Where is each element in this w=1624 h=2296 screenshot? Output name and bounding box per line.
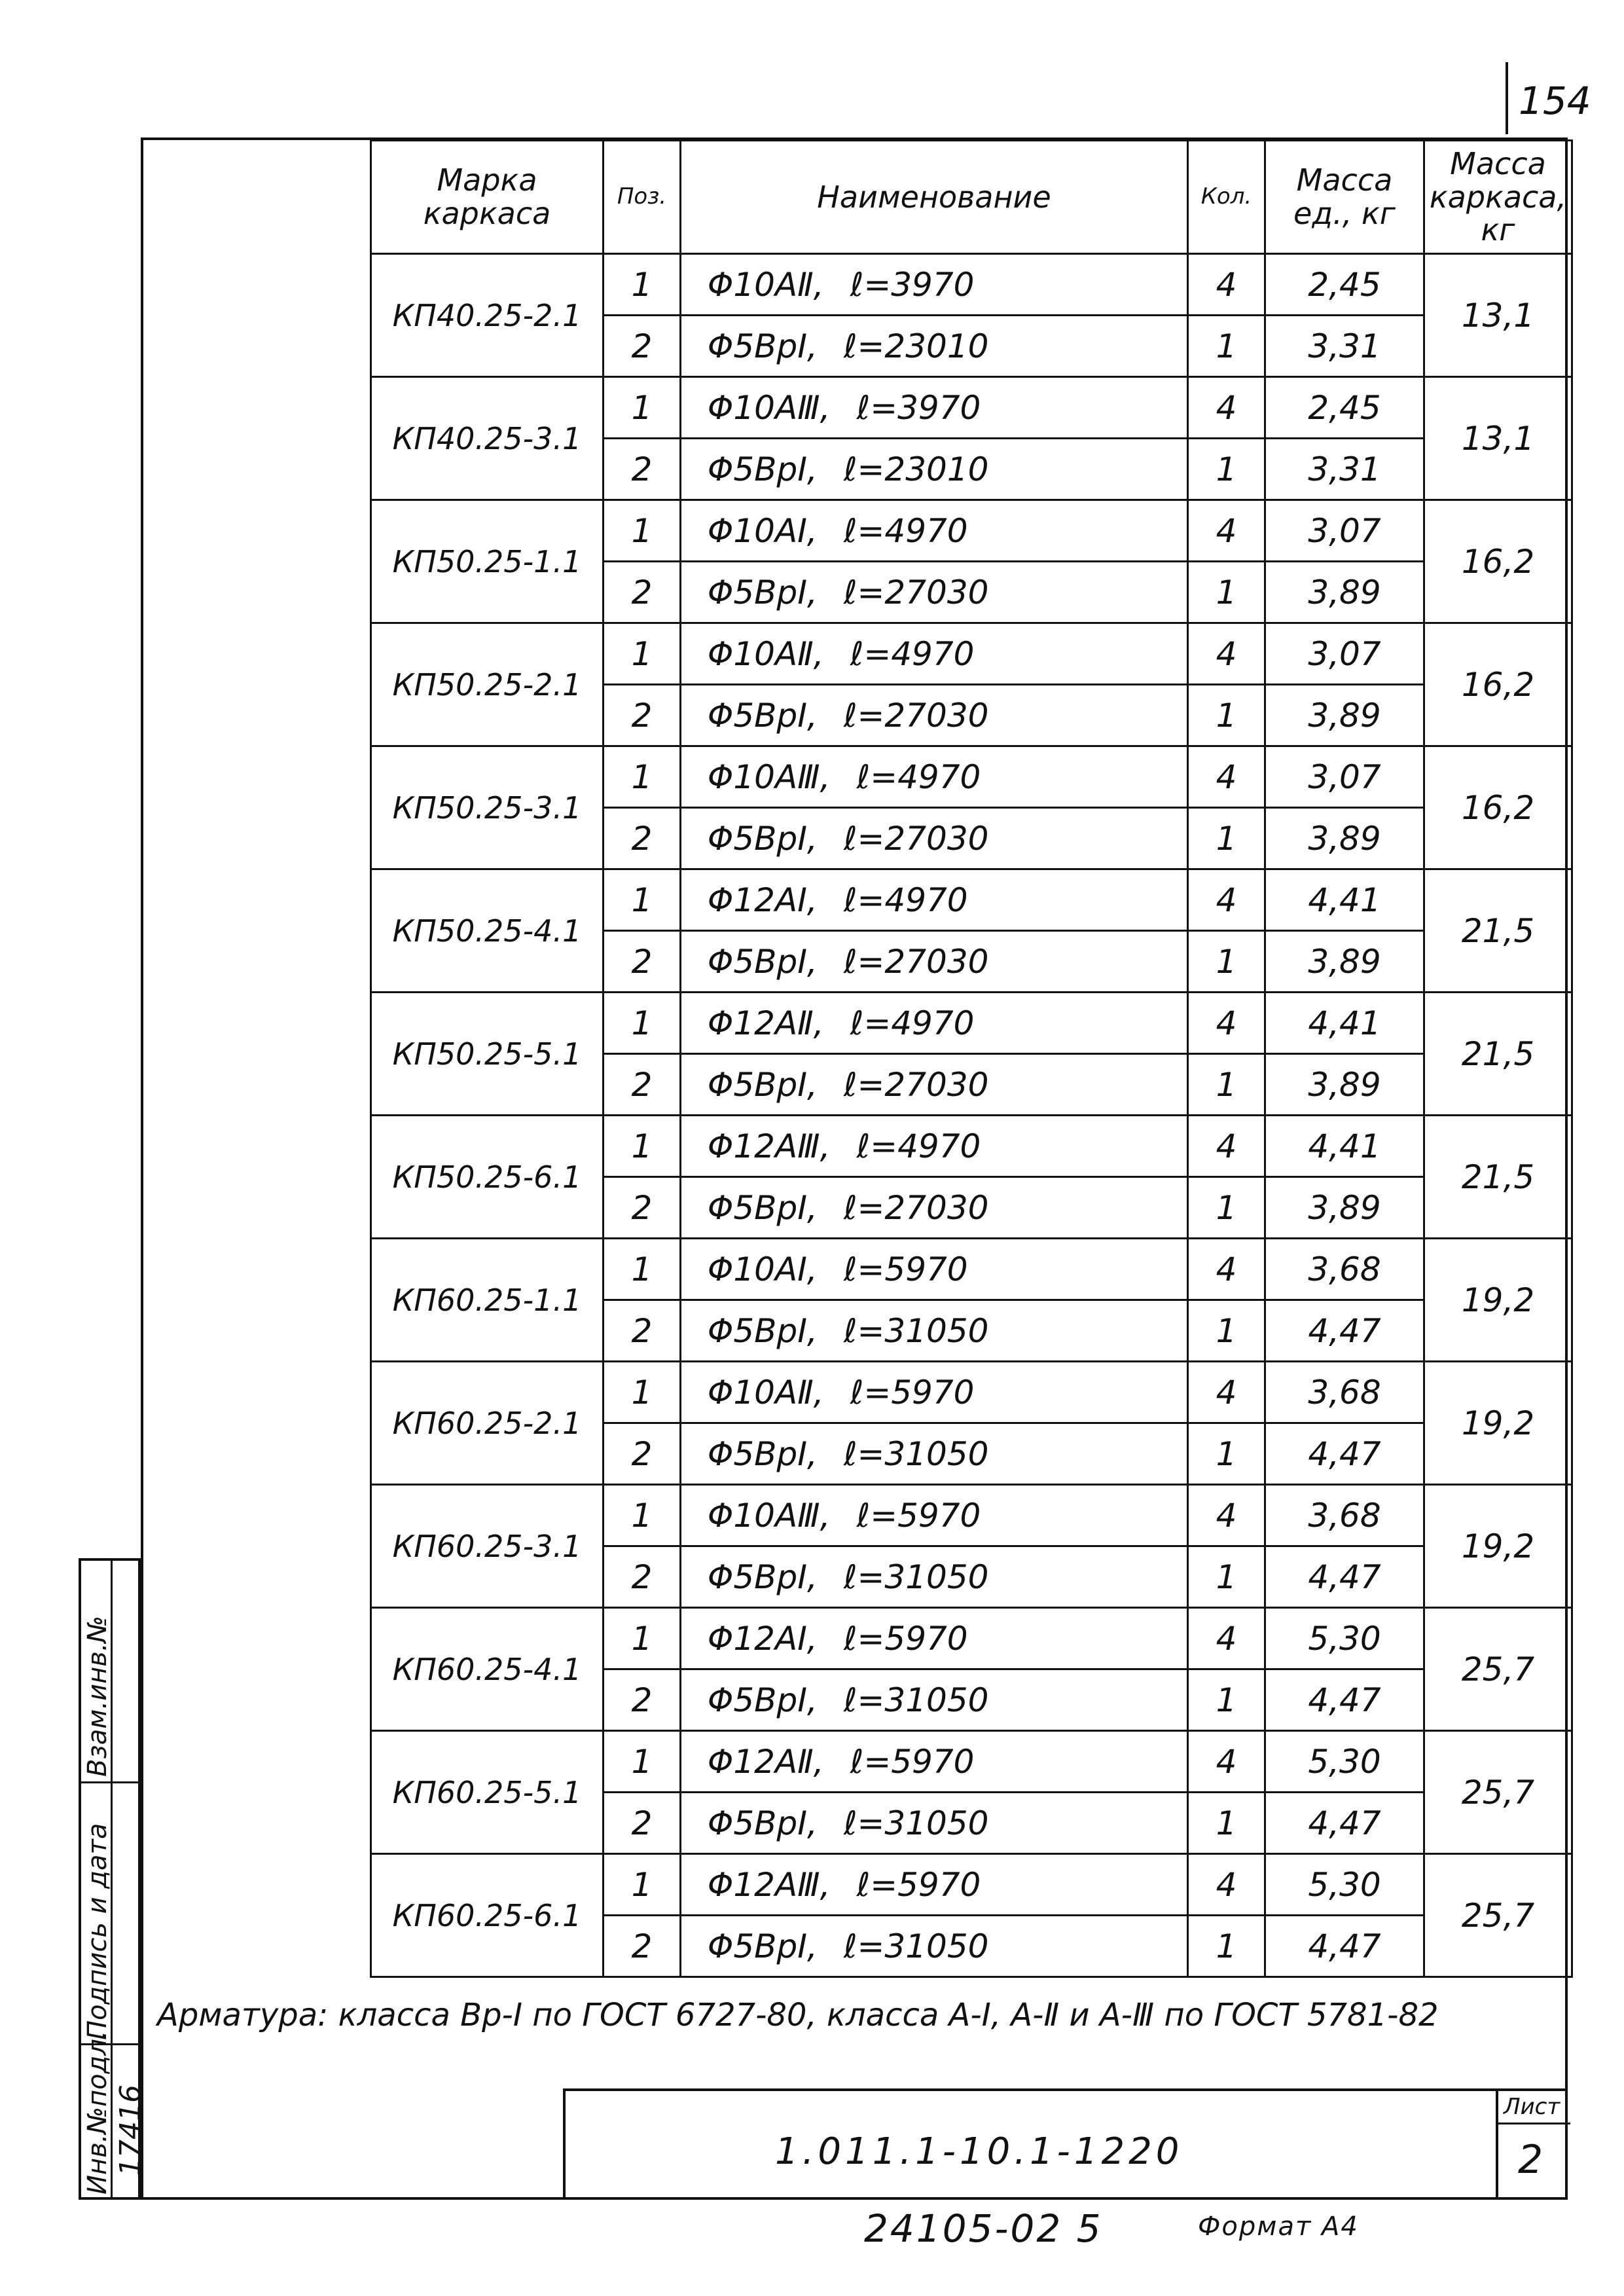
bar-length: ℓ=31050 (843, 1927, 989, 1965)
specification-table (370, 139, 1573, 1978)
position-number: 2 (604, 808, 681, 869)
frame-mark: КП60.25-5.1 (371, 1731, 604, 1854)
page-number: 154 (1519, 79, 1591, 123)
table-row (371, 1116, 1572, 1177)
table-row (371, 377, 1572, 439)
unit-mass: 3,89 (1265, 931, 1424, 993)
position-number: 2 (604, 1546, 681, 1608)
unit-mass: 5,30 (1265, 1608, 1424, 1669)
document-code: 1.011.1-10.1-1220 (775, 2130, 1183, 2173)
position-number: 1 (604, 869, 681, 931)
unit-mass: 4,47 (1265, 1916, 1424, 1977)
quantity: 1 (1188, 1793, 1265, 1854)
bar-designation: Φ12АⅢ, (708, 1127, 831, 1165)
frame-mark: КП60.25-4.1 (371, 1608, 604, 1731)
sign-date-label: Подпись и дата (82, 1823, 113, 2040)
bar-designation: Φ5ВрI, (708, 1311, 818, 1350)
bar-designation: Φ12АⅡ, (708, 1742, 824, 1781)
item-name (681, 1546, 1188, 1608)
quantity: 1 (1188, 1300, 1265, 1362)
item-name (681, 1669, 1188, 1731)
header-name: Наименование (681, 141, 1188, 254)
table-row (371, 993, 1572, 1054)
table-row (371, 623, 1572, 685)
position-number: 2 (604, 685, 681, 746)
side-cell-inv (81, 2030, 147, 2197)
bar-length: ℓ=5970 (850, 1742, 975, 1781)
bar-length: ℓ=27030 (843, 1188, 989, 1227)
quantity: 4 (1188, 1731, 1265, 1793)
bar-length: ℓ=23010 (843, 327, 989, 365)
position-number: 1 (604, 746, 681, 808)
table-row (371, 746, 1572, 808)
bar-length: ℓ=31050 (843, 1804, 989, 1842)
bar-length: ℓ=27030 (843, 819, 989, 858)
table-row (371, 1239, 1572, 1300)
quantity: 1 (1188, 808, 1265, 869)
frame-mark: КП60.25-2.1 (371, 1362, 604, 1485)
side-cell-exchange (81, 1561, 143, 1783)
quantity: 4 (1188, 1608, 1265, 1669)
position-number: 2 (604, 439, 681, 500)
side-stamp-block (79, 1558, 147, 2200)
unit-mass: 3,31 (1265, 316, 1424, 377)
quantity: 4 (1188, 254, 1265, 316)
bar-length: ℓ=3970 (856, 388, 981, 427)
bar-designation: Φ10АⅢ, (708, 1496, 831, 1535)
bar-designation: Φ12АⅡ, (708, 1004, 824, 1042)
position-number: 1 (604, 1854, 681, 1916)
bar-length: ℓ=5970 (856, 1496, 981, 1535)
bar-length: ℓ=5970 (843, 1619, 968, 1658)
header-unit-mass: Масса ед., кг (1265, 141, 1424, 254)
unit-mass: 4,41 (1265, 1116, 1424, 1177)
unit-mass: 3,07 (1265, 500, 1424, 562)
item-name (681, 1177, 1188, 1239)
position-number: 1 (604, 623, 681, 685)
unit-mass: 4,41 (1265, 993, 1424, 1054)
bar-designation: Φ10АI, (708, 511, 818, 550)
frame-mass: 19,2 (1424, 1362, 1572, 1485)
sheet-divider (1498, 2123, 1570, 2124)
unit-mass: 3,89 (1265, 808, 1424, 869)
specification-body (371, 254, 1572, 1977)
bar-designation: Φ5ВрI, (708, 450, 818, 488)
quantity: 4 (1188, 1116, 1265, 1177)
bar-designation: Φ5ВрI, (708, 1065, 818, 1104)
bar-designation: Φ12АⅢ, (708, 1865, 831, 1904)
position-number: 1 (604, 1485, 681, 1546)
quantity: 4 (1188, 623, 1265, 685)
table-row (371, 1731, 1572, 1793)
unit-mass: 2,45 (1265, 254, 1424, 316)
unit-mass: 3,68 (1265, 1362, 1424, 1423)
quantity: 1 (1188, 562, 1265, 623)
position-number: 2 (604, 1423, 681, 1485)
bar-designation: Φ5ВрI, (708, 1434, 818, 1473)
unit-mass: 5,30 (1265, 1854, 1424, 1916)
quantity: 1 (1188, 1916, 1265, 1977)
table-row (371, 1854, 1572, 1916)
sheet-number: 2 (1518, 2137, 1543, 2183)
item-name (681, 1608, 1188, 1669)
position-number: 2 (604, 1669, 681, 1731)
sheet-box (1496, 2091, 1568, 2200)
header-pos: Поз. (604, 141, 681, 254)
bar-length: ℓ=5970 (843, 1250, 968, 1288)
bar-length: ℓ=23010 (843, 450, 989, 488)
bar-designation: Φ10АⅡ, (708, 1373, 824, 1412)
item-name (681, 500, 1188, 562)
frame-mass: 21,5 (1424, 869, 1572, 993)
position-number: 1 (604, 254, 681, 316)
frame-mass: 21,5 (1424, 993, 1572, 1116)
bar-designation: Φ10АⅢ, (708, 757, 831, 796)
item-name (681, 1793, 1188, 1854)
frame-mark: КП50.25-6.1 (371, 1116, 604, 1239)
frame-mark: КП50.25-4.1 (371, 869, 604, 993)
format-label: Формат А4 (1198, 2212, 1359, 2242)
bar-length: ℓ=4970 (843, 511, 968, 550)
position-number: 1 (604, 377, 681, 439)
bar-length: ℓ=31050 (843, 1311, 989, 1350)
frame-mass: 19,2 (1424, 1239, 1572, 1362)
bar-designation: Φ5ВрI, (708, 1804, 818, 1842)
position-number: 1 (604, 500, 681, 562)
table-row (371, 869, 1572, 931)
quantity: 4 (1188, 993, 1265, 1054)
unit-mass: 3,68 (1265, 1239, 1424, 1300)
position-number: 1 (604, 1608, 681, 1669)
inv-no-value: 17416 (114, 2085, 147, 2176)
bar-designation: Φ12АI, (708, 1619, 818, 1658)
item-name (681, 1731, 1188, 1793)
position-number: 2 (604, 931, 681, 993)
bar-length: ℓ=5970 (856, 1865, 981, 1904)
quantity: 4 (1188, 746, 1265, 808)
bar-length: ℓ=4970 (843, 881, 968, 919)
unit-mass: 3,68 (1265, 1485, 1424, 1546)
position-number: 2 (604, 1300, 681, 1362)
quantity: 4 (1188, 869, 1265, 931)
table-row (371, 1485, 1572, 1546)
quantity: 1 (1188, 931, 1265, 993)
frame-mass: 13,1 (1424, 254, 1572, 377)
unit-mass: 4,47 (1265, 1793, 1424, 1854)
bar-length: ℓ=31050 (843, 1434, 989, 1473)
quantity: 1 (1188, 1423, 1265, 1485)
frame-mark: КП60.25-1.1 (371, 1239, 604, 1362)
item-name (681, 623, 1188, 685)
bar-length: ℓ=27030 (843, 1065, 989, 1104)
item-name (681, 1054, 1188, 1116)
frame-mark: КП50.25-5.1 (371, 993, 604, 1116)
bar-designation: Φ10АI, (708, 1250, 818, 1288)
header-qty: Кол. (1188, 141, 1265, 254)
bar-designation: Φ5ВрI, (708, 1927, 818, 1965)
header-mark: Марка каркаса (371, 141, 604, 254)
item-name (681, 1854, 1188, 1916)
table-header-row (371, 141, 1572, 254)
unit-mass: 4,47 (1265, 1546, 1424, 1608)
item-name (681, 1239, 1188, 1300)
table-row (371, 1608, 1572, 1669)
item-name (681, 1916, 1188, 1977)
bar-length: ℓ=5970 (850, 1373, 975, 1412)
frame-mass: 25,7 (1424, 1854, 1572, 1977)
unit-mass: 4,47 (1265, 1669, 1424, 1731)
bar-length: ℓ=4970 (856, 1127, 981, 1165)
bar-designation: Φ10АⅡ, (708, 265, 824, 304)
bar-designation: Φ5ВрI, (708, 1558, 818, 1596)
unit-mass: 3,31 (1265, 439, 1424, 500)
item-name (681, 1300, 1188, 1362)
frame-mass: 19,2 (1424, 1485, 1572, 1608)
frame-mass: 25,7 (1424, 1608, 1572, 1731)
position-number: 2 (604, 1916, 681, 1977)
frame-mark: КП50.25-2.1 (371, 623, 604, 746)
bar-length: ℓ=27030 (843, 696, 989, 735)
position-number: 1 (604, 1362, 681, 1423)
unit-mass: 5,30 (1265, 1731, 1424, 1793)
item-name (681, 562, 1188, 623)
bar-length: ℓ=27030 (843, 942, 989, 981)
unit-mass: 4,47 (1265, 1423, 1424, 1485)
position-number: 2 (604, 1793, 681, 1854)
position-number: 1 (604, 1731, 681, 1793)
unit-mass: 3,89 (1265, 1054, 1424, 1116)
item-name (681, 316, 1188, 377)
frame-mass: 21,5 (1424, 1116, 1572, 1239)
item-name (681, 439, 1188, 500)
unit-mass: 3,89 (1265, 1177, 1424, 1239)
bar-designation: Φ5ВрI, (708, 696, 818, 735)
reinforcement-note: Арматура: класса Вр-I по ГОСТ 6727-80, класса А-I, А-Ⅱ и А-Ⅲ по ГОСТ 5781-82 (157, 1997, 1439, 2033)
item-name (681, 1116, 1188, 1177)
frame-mark: КП50.25-3.1 (371, 746, 604, 869)
bar-length: ℓ=4970 (856, 757, 981, 796)
item-name (681, 254, 1188, 316)
bar-length: ℓ=27030 (843, 573, 989, 611)
bar-length: ℓ=3970 (850, 265, 975, 304)
bottom-code: 24105-02 5 (864, 2206, 1103, 2251)
side-cell-sign (81, 1783, 143, 2045)
item-name (681, 746, 1188, 808)
unit-mass: 3,07 (1265, 746, 1424, 808)
frame-mass: 25,7 (1424, 1731, 1572, 1854)
bar-length: ℓ=4970 (850, 1004, 975, 1042)
quantity: 4 (1188, 1485, 1265, 1546)
bar-designation: Φ5ВрI, (708, 573, 818, 611)
bar-designation: Φ5ВрI, (708, 1681, 818, 1719)
position-number: 1 (604, 993, 681, 1054)
item-name (681, 869, 1188, 931)
unit-mass: 3,89 (1265, 685, 1424, 746)
quantity: 1 (1188, 439, 1265, 500)
table-row (371, 254, 1572, 316)
sheet-label: Лист (1504, 2094, 1561, 2120)
corner-line (1506, 62, 1508, 134)
inv-no-label: Инв.№подл. (82, 2030, 113, 2195)
unit-mass: 3,07 (1265, 623, 1424, 685)
position-number: 2 (604, 1177, 681, 1239)
bar-designation: Φ5ВрI, (708, 942, 818, 981)
quantity: 4 (1188, 1854, 1265, 1916)
position-number: 2 (604, 1054, 681, 1116)
unit-mass: 4,47 (1265, 1300, 1424, 1362)
bar-designation: Φ5ВрI, (708, 1188, 818, 1227)
quantity: 1 (1188, 1669, 1265, 1731)
bar-designation: Φ10АⅢ, (708, 388, 831, 427)
frame-mark: КП50.25-1.1 (371, 500, 604, 623)
unit-mass: 2,45 (1265, 377, 1424, 439)
item-name (681, 1423, 1188, 1485)
unit-mass: 3,89 (1265, 562, 1424, 623)
frame-mark: КП60.25-6.1 (371, 1854, 604, 1977)
position-number: 1 (604, 1116, 681, 1177)
quantity: 1 (1188, 685, 1265, 746)
quantity: 1 (1188, 1054, 1265, 1116)
bar-length: ℓ=31050 (843, 1681, 989, 1719)
bar-length: ℓ=31050 (843, 1558, 989, 1596)
quantity: 1 (1188, 316, 1265, 377)
exchange-label: Взам.инв.№ (82, 1615, 113, 1777)
unit-mass: 4,41 (1265, 869, 1424, 931)
frame-mark: КП40.25-3.1 (371, 377, 604, 500)
bar-designation: Φ10АⅡ, (708, 634, 824, 673)
item-name (681, 1485, 1188, 1546)
position-number: 2 (604, 562, 681, 623)
bar-designation: Φ12АI, (708, 881, 818, 919)
quantity: 4 (1188, 377, 1265, 439)
quantity: 1 (1188, 1177, 1265, 1239)
frame-mass: 13,1 (1424, 377, 1572, 500)
position-number: 1 (604, 1239, 681, 1300)
quantity: 1 (1188, 1546, 1265, 1608)
table-row (371, 500, 1572, 562)
table-row (371, 1362, 1572, 1423)
item-name (681, 993, 1188, 1054)
frame-mass: 16,2 (1424, 623, 1572, 746)
bar-designation: Φ5ВрI, (708, 327, 818, 365)
title-block (563, 2088, 1568, 2200)
item-name (681, 931, 1188, 993)
bar-length: ℓ=4970 (850, 634, 975, 673)
quantity: 4 (1188, 1362, 1265, 1423)
item-name (681, 1362, 1188, 1423)
bar-designation: Φ5ВрI, (708, 819, 818, 858)
item-name (681, 377, 1188, 439)
item-name (681, 685, 1188, 746)
frame-mark: КП40.25-2.1 (371, 254, 604, 377)
frame-mass: 16,2 (1424, 500, 1572, 623)
frame-mark: КП60.25-3.1 (371, 1485, 604, 1608)
position-number: 2 (604, 316, 681, 377)
header-frame-mass: Масса каркаса, кг (1424, 141, 1572, 254)
quantity: 4 (1188, 1239, 1265, 1300)
item-name (681, 808, 1188, 869)
frame-mass: 16,2 (1424, 746, 1572, 869)
quantity: 4 (1188, 500, 1265, 562)
